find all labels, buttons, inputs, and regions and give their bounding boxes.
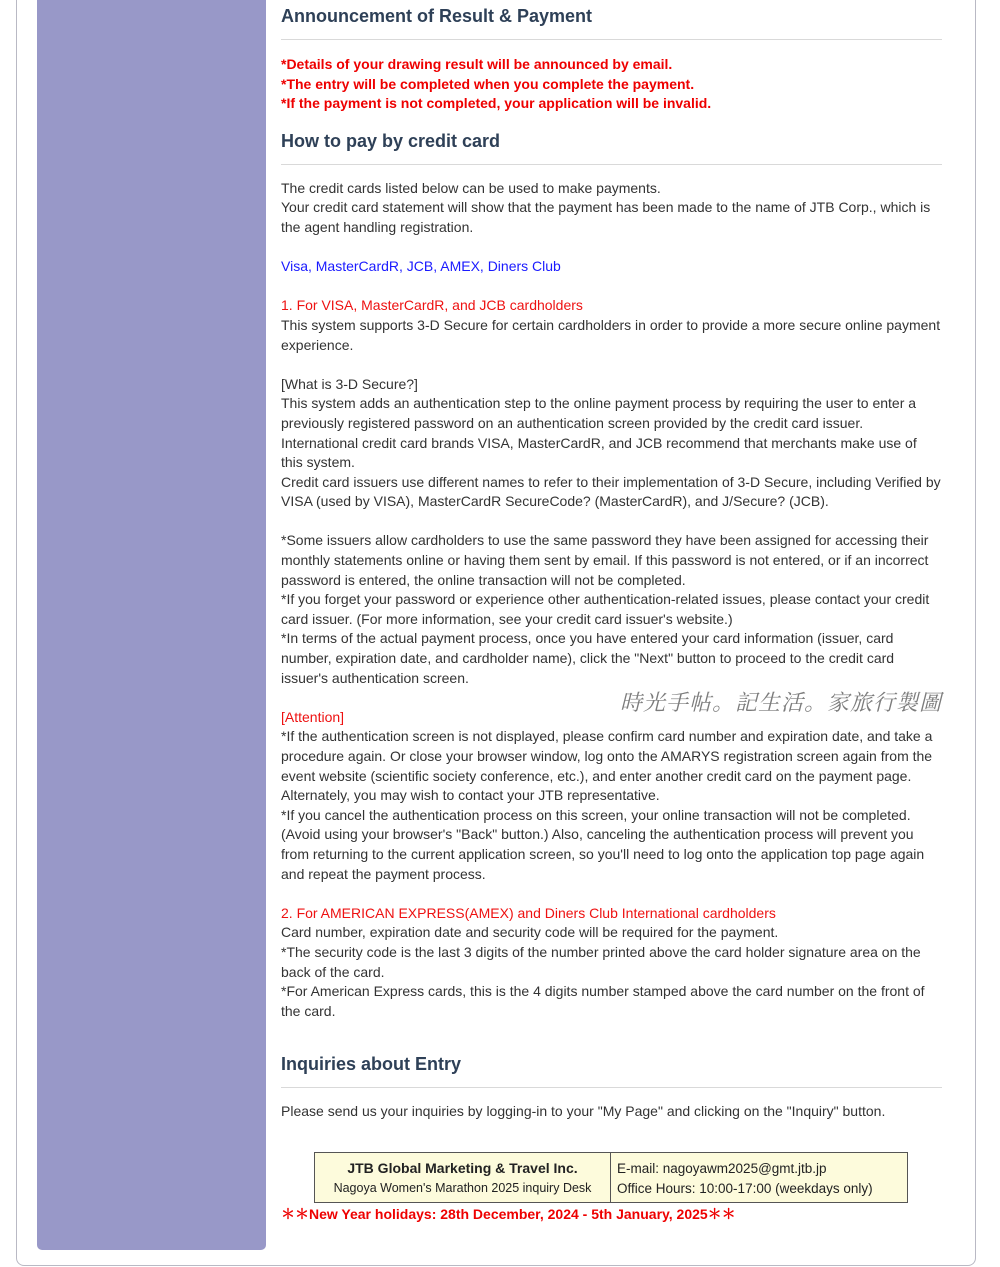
contact-info-cell bbox=[611, 1153, 873, 1202]
credit-body bbox=[281, 179, 942, 1022]
secure-text: This system adds an authentication step to the online payment process by requiring the user to enter a previously registered password on an authentication screen provided by the credit card issuer. bbox=[281, 395, 917, 431]
amex-text: Card number, expiration date and security code will be required for the payment. bbox=[281, 924, 779, 941]
attention-text: *If you cancel the authentication process on this screen, your online transaction will not be completed. (Avoid using your browser's "Back" button.) Also, canceling the authentication process will prevent you from returning to the current application screen, so you'll need to log onto the application top page again and repeat the payment process. bbox=[281, 806, 925, 882]
secure-note: *In terms of the actual payment process, once you have entered your card information (issuer, card number, expiration date, and cardholder name), click the "Next" button to proceed to the credit card issuer's authentication screen. bbox=[281, 630, 895, 686]
secure-heading: [What is 3-D Secure?] bbox=[281, 375, 418, 392]
secure-note: *If you forget your password or experience other authentication-related issues, please contact your credit card issuer. (For more information, see your credit card issuer's website.) bbox=[281, 591, 930, 627]
secure-text: International credit card brands VISA, MasterCardR, and JCB recommend that merchants make use of this system. bbox=[281, 434, 917, 471]
attention-heading: [Attention] bbox=[281, 708, 345, 725]
amex-text: *The security code is the last 3 digits of the number printed above the card holder signature area on the back of the card. bbox=[281, 943, 921, 980]
secure-note: *Some issuers allow cardholders to use the same password they have been assigned for accessing their monthly statements online or having them sent by email. If this password is not entered, or if an incorrect password is entered, the online transaction will not be completed. bbox=[281, 532, 929, 588]
visa-heading: 1. For VISA, MasterCardR, and JCB cardholders bbox=[281, 297, 583, 314]
amex-heading: 2. For AMERICAN EXPRESS(AMEX) and Diners Club International cardholders bbox=[281, 904, 776, 921]
inquiry-section bbox=[281, 1054, 942, 1122]
credit-heading: How to pay by credit card bbox=[281, 131, 942, 165]
contact-email: E-mail: nagoyawm2025@gmt.jtb.jp bbox=[617, 1161, 827, 1176]
contact-hours: Office Hours: 10:00-17:00 (weekdays only) bbox=[617, 1181, 873, 1196]
credit-intro: Your credit card statement will show that the payment has been made to the name of JTB Corp., which is the agent handling registration. bbox=[281, 199, 931, 235]
result-heading: Announcement of Result & Payment bbox=[281, 0, 942, 40]
secure-text: Credit card issuers use different names to refer to their implementation of 3-D Secure, including Verified by VISA (used by VISA), MasterCardR SecureCode? (MasterCardR), and J/Secure? (JCB). bbox=[281, 473, 941, 510]
main-content bbox=[281, 0, 942, 1122]
contact-org: JTB Global Marketing & Travel Inc. bbox=[347, 1160, 578, 1176]
result-section bbox=[281, 0, 942, 114]
contact-box bbox=[314, 1152, 908, 1203]
amex-text: *For American Express cards, this is the 4 digits number stamped above the card number on the front of the card. bbox=[281, 983, 925, 1019]
card-list: Visa, MasterCardR, JCB, AMEX, Diners Club bbox=[281, 258, 561, 275]
left-sidebar bbox=[37, 0, 266, 1250]
contact-org-cell bbox=[315, 1153, 611, 1202]
credit-intro: The credit cards listed below can be used to make payments. bbox=[281, 179, 661, 196]
result-note: *If the payment is not completed, your application will be invalid. bbox=[281, 95, 712, 112]
holiday-notice: ＊＊New Year holidays: 28th December, 2024 - 5th January, 2025＊＊ bbox=[281, 1206, 736, 1222]
attention-text: *If the authentication screen is not displayed, please confirm card number and expiration date, and take a procedure again. Or close your browser window, log onto the AMARYS registration screen again from the event website (scientific society conference, etc.), and enter another credit card on the payment page. Alternately, you may wish to contact your JTB representative. bbox=[281, 728, 933, 804]
credit-section bbox=[281, 131, 942, 1022]
inquiry-text: Please send us your inquiries by logging-in to your "My Page" and clicking on the "Inquiry" button. bbox=[281, 1103, 886, 1120]
result-note: *Details of your drawing result will be announced by email. bbox=[281, 56, 673, 72]
result-notes bbox=[281, 55, 942, 114]
watermark: 時光手帖。記生活。家旅行製圖 bbox=[620, 691, 943, 716]
visa-text: This system supports 3-D Secure for certain cardholders in order to provide a more secure online payment experience. bbox=[281, 316, 941, 353]
inquiry-heading: Inquiries about Entry bbox=[281, 1054, 942, 1088]
result-note: *The entry will be completed when you complete the payment. bbox=[281, 75, 695, 92]
contact-desk: Nagoya Women's Marathon 2025 inquiry Desk bbox=[333, 1181, 592, 1195]
